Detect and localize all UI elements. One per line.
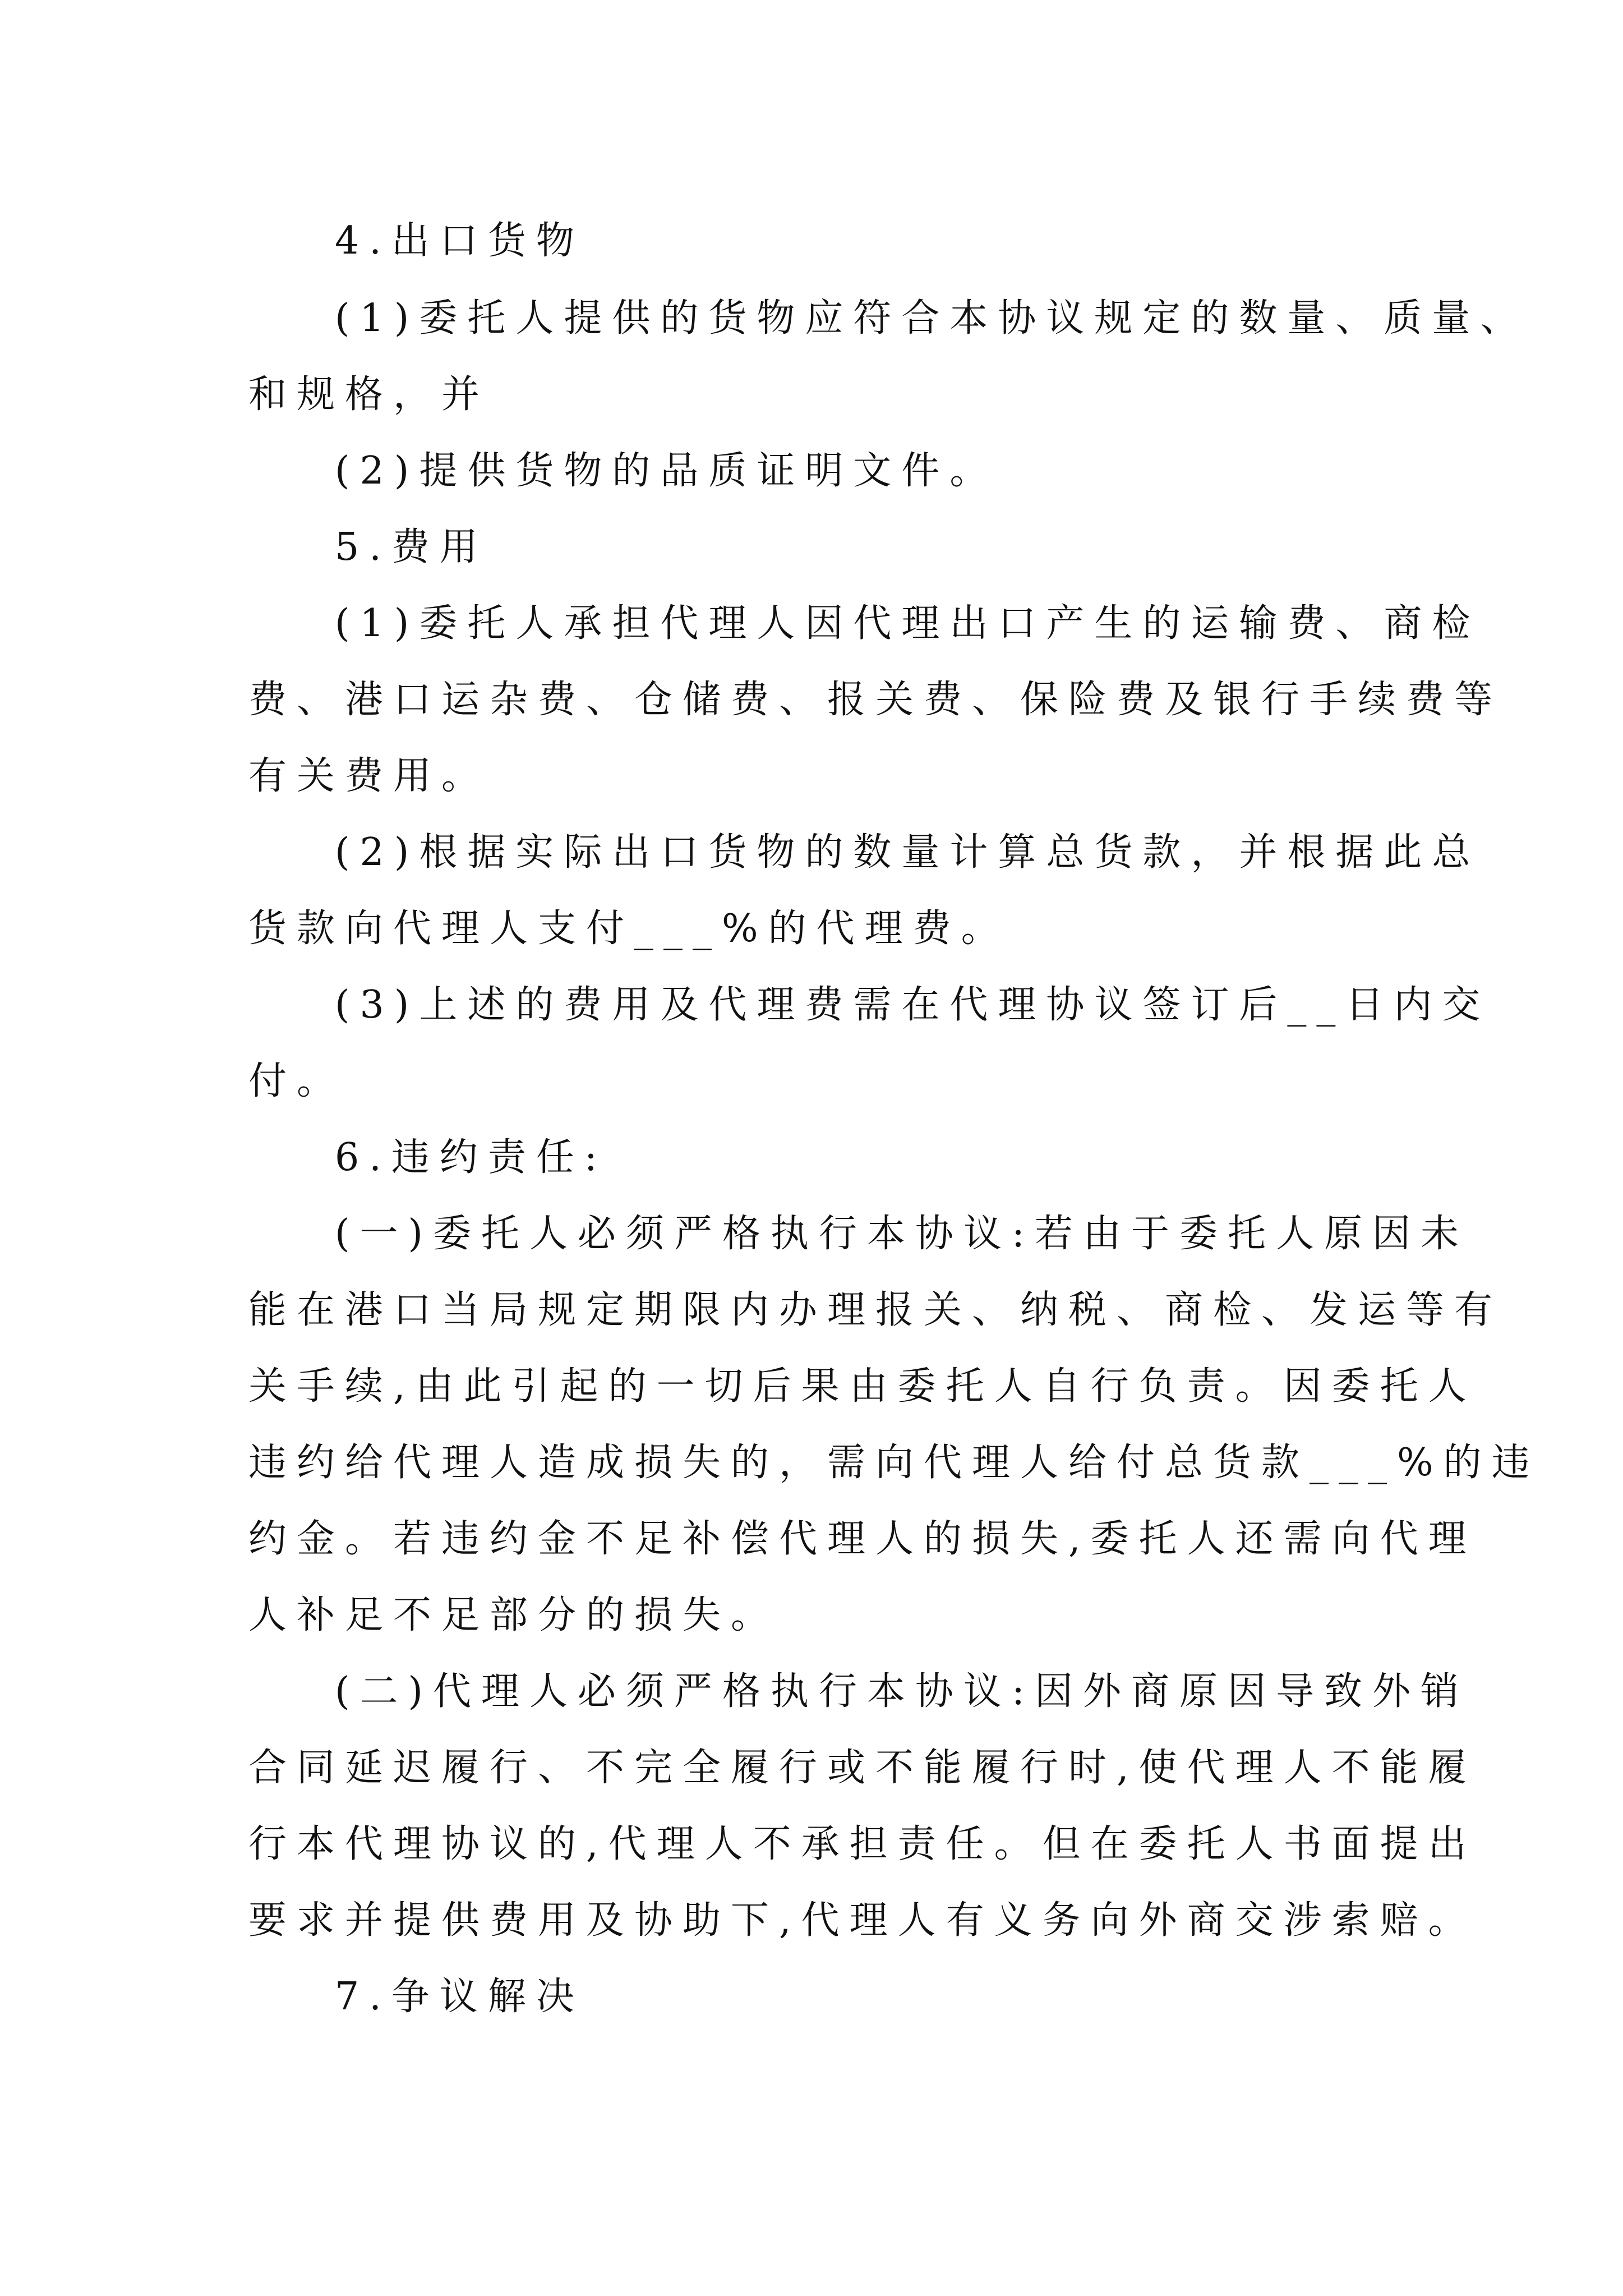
paragraph-line: 和规格，并	[248, 372, 490, 417]
section-heading-fees: 5.费用	[335, 525, 488, 569]
section-heading-dispute-resolution: 7.争议解决	[335, 1975, 584, 2019]
paragraph-line: (1)委托人承担代理人因代理出口产生的运输费、商检	[335, 601, 1481, 646]
paragraph-line: 费、港口运杂费、仓储费、报关费、保险费及银行手续费等	[248, 678, 1503, 722]
paragraph-line: 合同延迟履行、不完全履行或不能履行时,使代理人不能履	[248, 1746, 1477, 1790]
paragraph-line: (3)上述的费用及代理费需在代理协议签订后__日内交	[335, 983, 1491, 1027]
paragraph-line: 人补足不足部分的损失。	[248, 1593, 780, 1637]
paragraph-line: 关手续,由此引起的一切后果由委托人自行负责。因委托人	[248, 1364, 1477, 1409]
paragraph-line: (1)委托人提供的货物应符合本协议规定的数量、质量、	[335, 296, 1529, 341]
paragraph-line: (2)提供货物的品质证明文件。	[335, 449, 998, 493]
section-heading-liability: 6.违约责任:	[335, 1135, 607, 1180]
paragraph-line: 行本代理协议的,代理人不承担责任。但在委托人书面提出	[248, 1822, 1477, 1866]
paragraph-line: 付。	[248, 1059, 345, 1103]
paragraph-line: (2)根据实际出口货物的数量计算总货款，并根据此总	[335, 830, 1481, 875]
paragraph-line: (一)委托人必须严格执行本协议:若由于委托人原因未	[335, 1212, 1469, 1256]
paragraph-line: 货款向代理人支付___%的代理费。	[248, 907, 1009, 951]
section-heading-export-goods: 4.出口货物	[335, 219, 584, 263]
paragraph-line: 约金。若违约金不足补偿代理人的损失,委托人还需向代理	[248, 1517, 1477, 1561]
paragraph-line: 要求并提供费用及协助下,代理人有义务向外商交涉索赔。	[248, 1898, 1477, 1943]
paragraph-line: 违约给代理人造成损失的，需向代理人给付总货款___%的违	[248, 1441, 1540, 1485]
paragraph-line: 有关费用。	[248, 754, 490, 798]
paragraph-line: (二)代理人必须严格执行本协议:因外商原因导致外销	[335, 1669, 1469, 1714]
paragraph-line: 能在港口当局规定期限内办理报关、纳税、商检、发运等有	[248, 1288, 1503, 1332]
